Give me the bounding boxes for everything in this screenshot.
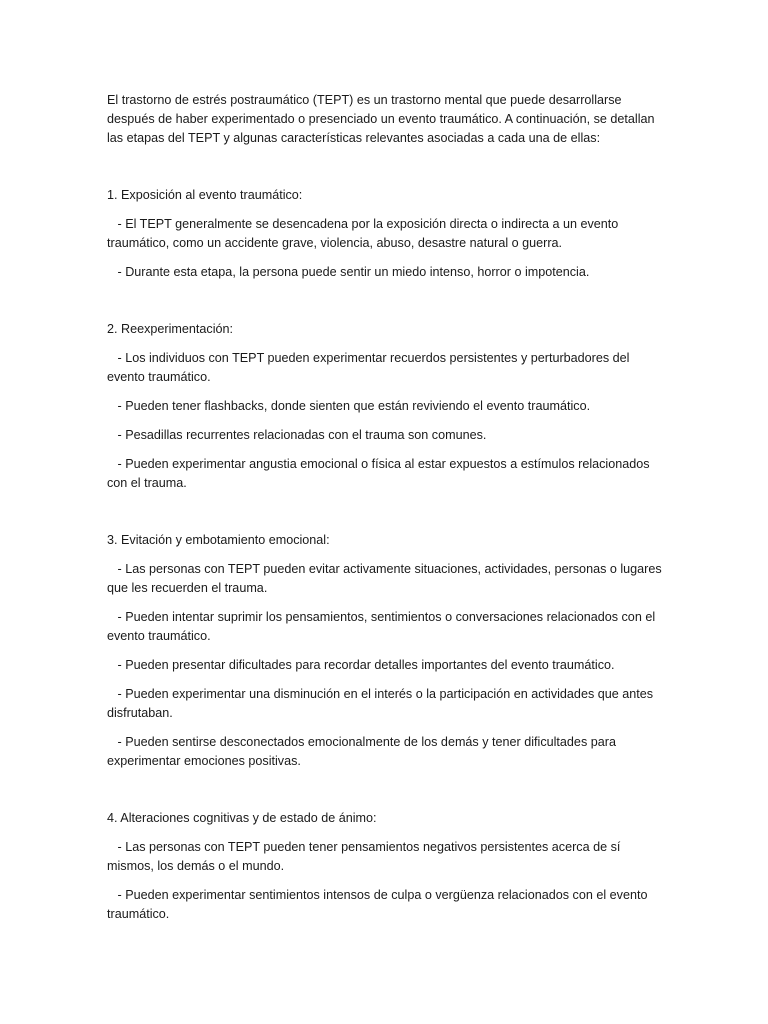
section-reexperiencing xyxy=(107,320,667,493)
section-bullet: - El TEPT generalmente se desencadena por la exposición directa o indirecta a un evento traumático, como un accidente grave, violencia, abuso, desastre natural o guerra. xyxy=(107,217,622,250)
section-bullet: - Las personas con TEPT pueden tener pensamientos negativos persistentes acerca de sí mismos, los demás o el mundo. xyxy=(107,840,624,873)
section-bullet: - Los individuos con TEPT pueden experimentar recuerdos persistentes y perturbadores del evento traumático. xyxy=(107,351,633,384)
section-exposure xyxy=(107,186,667,282)
section-bullet: - Pueden experimentar sentimientos intensos de culpa o vergüenza relacionados con el evento traumático. xyxy=(107,888,651,921)
section-bullet: - Pueden tener flashbacks, donde sienten que están reviviendo el evento traumático. xyxy=(107,399,591,413)
section-bullet: - Pueden presentar dificultades para recordar detalles importantes del evento traumático. xyxy=(107,658,615,672)
section-bullet: - Pueden experimentar angustia emocional o física al estar expuestos a estímulos relacionados con el trauma. xyxy=(107,457,654,490)
section-bullet: - Pesadillas recurrentes relacionadas con el trauma son comunes. xyxy=(107,428,487,442)
section-bullet: - Pueden experimentar una disminución en el interés o la participación en actividades que antes disfrutaban. xyxy=(107,687,657,720)
section-heading: 4. Alteraciones cognitivas y de estado de ánimo: xyxy=(107,811,377,825)
section-heading: 1. Exposición al evento traumático: xyxy=(107,188,303,202)
section-avoidance xyxy=(107,531,667,771)
document-body xyxy=(107,91,667,924)
section-bullet: - Durante esta etapa, la persona puede sentir un miedo intenso, horror o impotencia. xyxy=(107,265,590,279)
section-heading: 2. Reexperimentación: xyxy=(107,322,234,336)
section-bullet: - Pueden intentar suprimir los pensamientos, sentimientos o conversaciones relacionados con el evento traumático. xyxy=(107,610,659,643)
section-cognitive-mood xyxy=(107,809,667,924)
section-bullet: - Pueden sentirse desconectados emocionalmente de los demás y tener dificultades para experimentar emociones positivas. xyxy=(107,735,620,768)
section-heading: 3. Evitación y embotamiento emocional: xyxy=(107,533,330,547)
intro-paragraph: El trastorno de estrés postraumático (TEPT) es un trastorno mental que puede desarrollarse después de haber experimentado o presenciado un evento traumático. A continuación, se detallan las etapas del TEPT y algunas características relevantes asociadas a cada una de ellas: xyxy=(107,93,659,145)
section-bullet: - Las personas con TEPT pueden evitar activamente situaciones, actividades, personas o lugares que les recuerden el trauma. xyxy=(107,562,666,595)
